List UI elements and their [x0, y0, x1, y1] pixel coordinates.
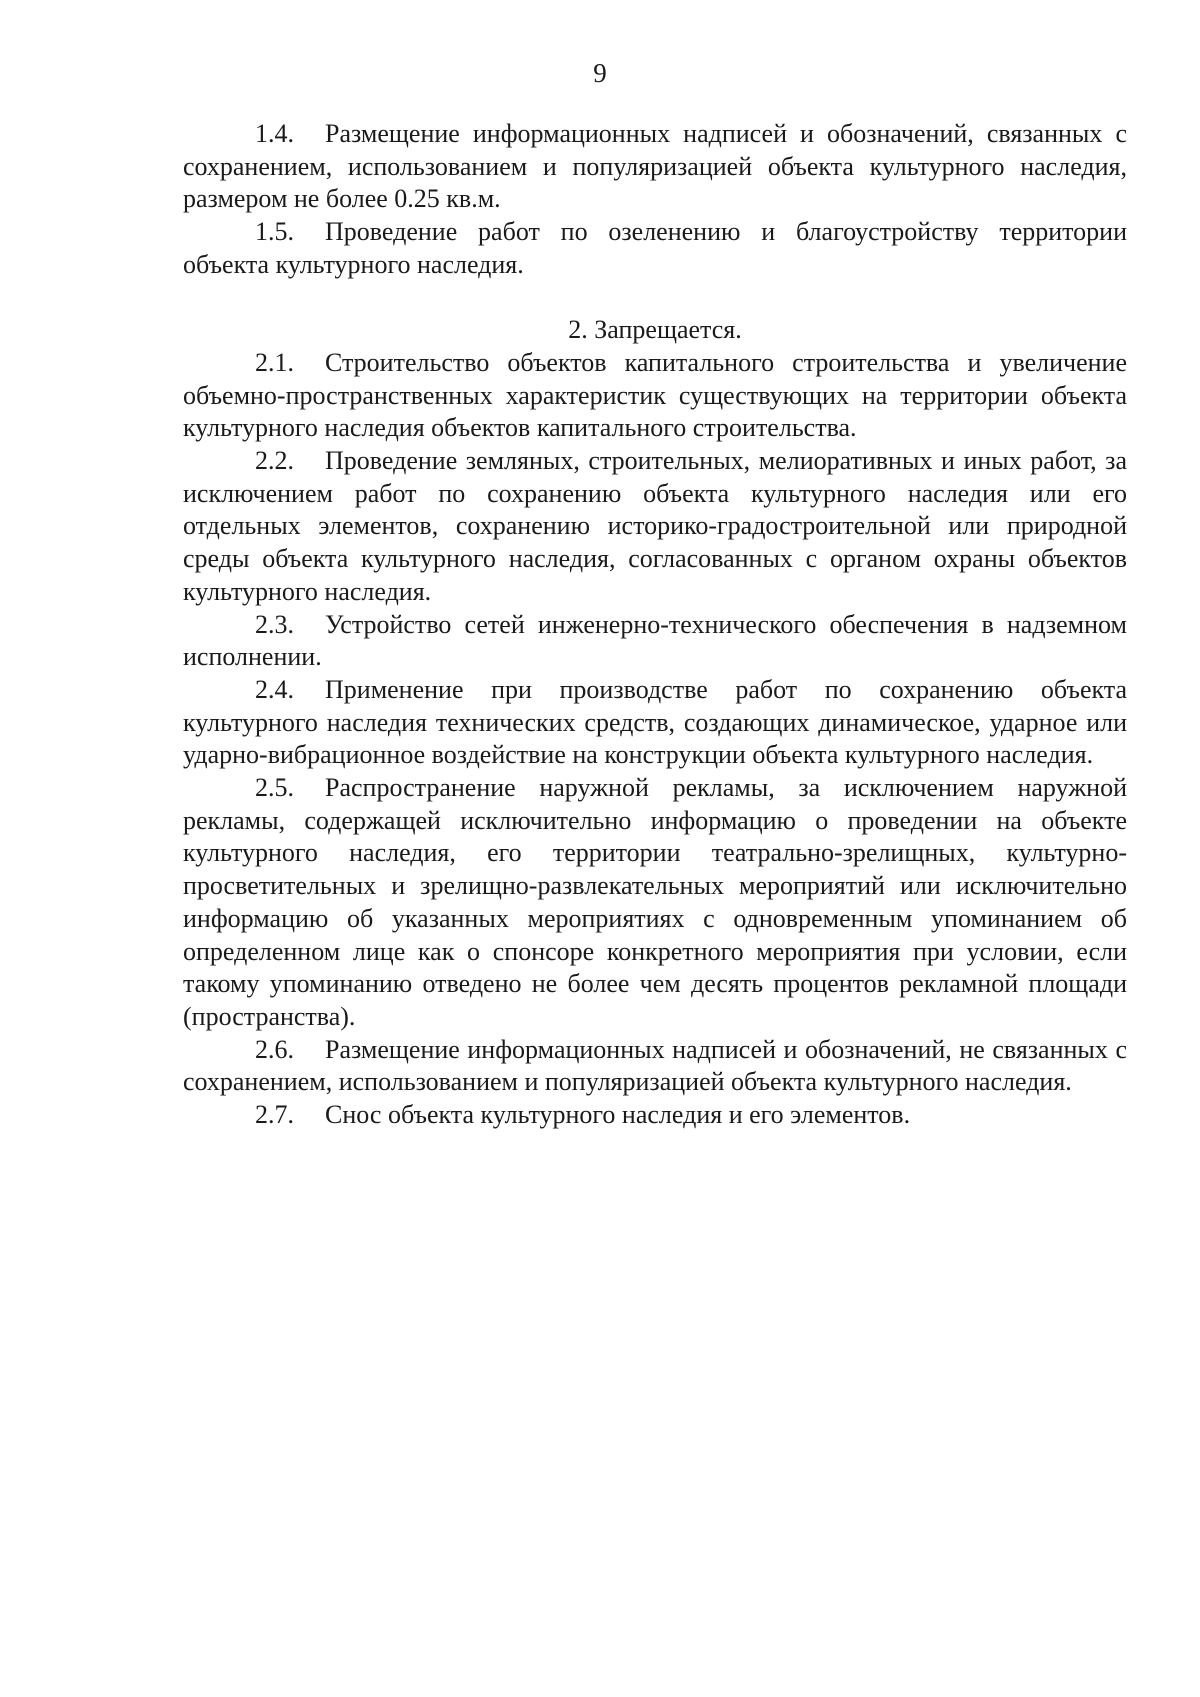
item-text: Размещение информационных надписей и обозначений, связанных с сохранением, использованием и популяризацией объекта культурного наследия, размером не более 0.25 кв.м.	[183, 119, 1127, 214]
item-2-6	[183, 1034, 1127, 1099]
item-number: 2.4.	[255, 674, 294, 704]
item-number: 2.7.	[255, 1100, 294, 1130]
item-number: 2.6.	[255, 1034, 294, 1064]
item-text: Размещение информационных надписей и обозначений, не связанных с сохранением, использованием и популяризацией объекта культурного наследия.	[183, 1034, 1127, 1097]
page-number: 9	[593, 58, 607, 88]
item-text: Строительство объектов капитального строительства и увеличение объемно-пространственных характеристик существующих на территории объекта культурного наследия объектов капитального строительства.	[183, 347, 1127, 443]
item-number: 2.5.	[255, 773, 294, 803]
item-text: Устройство сетей инженерно-технического обеспечения в надземном исполнении.	[183, 609, 1127, 672]
item-text: Применение при производстве работ по сохранению объекта культурного наследия технических средств, создающих динамическое, ударное или ударно-вибрационное воздействие на конструкции объекта культурного наследия.	[183, 674, 1127, 770]
item-text: Проведение работ по озеленению и благоустройству территории объекта культурного наследия.	[183, 217, 1127, 279]
item-2-7	[183, 1099, 1127, 1132]
item-text: Проведение земляных, строительных, мелиоративных и иных работ, за исключением работ по сохранению объекта культурного наследия или его отдельных элементов, сохранению историко-градостроительной или природной среды объекта культурного наследия, согласованных с органом охраны объектов культурного наследия.	[183, 446, 1127, 606]
item-number: 2.2.	[255, 446, 294, 476]
item-1-5	[183, 216, 1127, 281]
document-body	[183, 118, 1127, 1132]
item-1-4	[183, 118, 1127, 216]
item-number: 1.5.	[255, 217, 294, 247]
item-number: 2.3.	[255, 609, 294, 639]
item-text: Снос объекта культурного наследия и его элементов.	[325, 1100, 911, 1130]
item-2-3	[183, 609, 1127, 674]
item-2-1	[183, 347, 1127, 445]
section-2-heading: 2. Запрещается.	[568, 315, 742, 345]
item-2-4	[183, 674, 1127, 772]
item-2-5	[183, 772, 1127, 1034]
item-number: 2.1.	[255, 347, 294, 377]
item-number: 1.4.	[255, 119, 294, 148]
item-2-2	[183, 445, 1127, 609]
item-text: Распространение наружной рекламы, за исключением наружной рекламы, содержащей исключительно информацию о проведении на объекте культурного наследия, его территории театрально-зрелищных, культурно-просветительных и зрелищно-развлекательных мероприятий или исключительно информацию об указанных мероприятиях с одновременным упоминанием об определенном лице как о спонсоре конкретного мероприятия при условии, если такому упоминанию отведено не более чем десять процентов рекламной площади (пространства).	[183, 773, 1127, 1031]
